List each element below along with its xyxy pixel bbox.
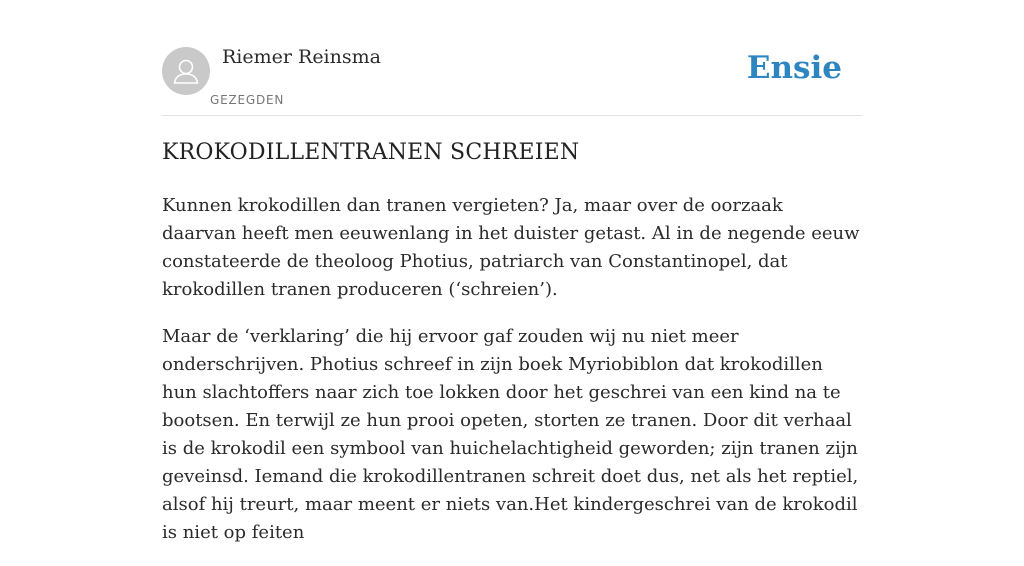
brand-logo[interactable]: Ensie (746, 50, 842, 86)
category-link[interactable]: GEZEGDEN (210, 93, 285, 107)
article-paragraph: Maar de ‘verklaring’ die hij ervoor gaf zouden wij nu niet meer onderschrijven. Photius schreef in zijn boek Myriobiblon dat krokodillen hun slachtoffers naar zich toe lokken door het geschrei van een kind na te bootsen. En terwijl ze hun prooi opeten, storten ze tranen. Door dit verhaal is de krokodil een symbool van huichelachtigheid geworden; zijn tranen zijn geveinsd. Iemand die krokodillentranen schreit doet dus, net als het reptiel, alsof hij treurt, maar meent er niets van.Het kindergeschrei van de krokodil is niet op feiten (162, 326, 859, 543)
article-paragraph: Kunnen krokodillen dan tranen vergieten? Ja, maar over de oorzaak daarvan heeft men eeuwenlang in het duister getast. Al in de negende eeuw constateerde de theoloog Photius, patriarch van Constantinopel, dat krokodillen tranen produceren (‘schreien’). (162, 195, 860, 300)
author-avatar[interactable] (162, 47, 210, 95)
article-body (162, 192, 862, 566)
page (162, 0, 862, 543)
author-name-link[interactable]: Riemer Reinsma (222, 46, 381, 68)
article-title: KROKODILLENTRANEN SCHREIEN (162, 140, 580, 165)
header-divider (162, 115, 862, 116)
user-silhouette-icon (162, 47, 210, 95)
